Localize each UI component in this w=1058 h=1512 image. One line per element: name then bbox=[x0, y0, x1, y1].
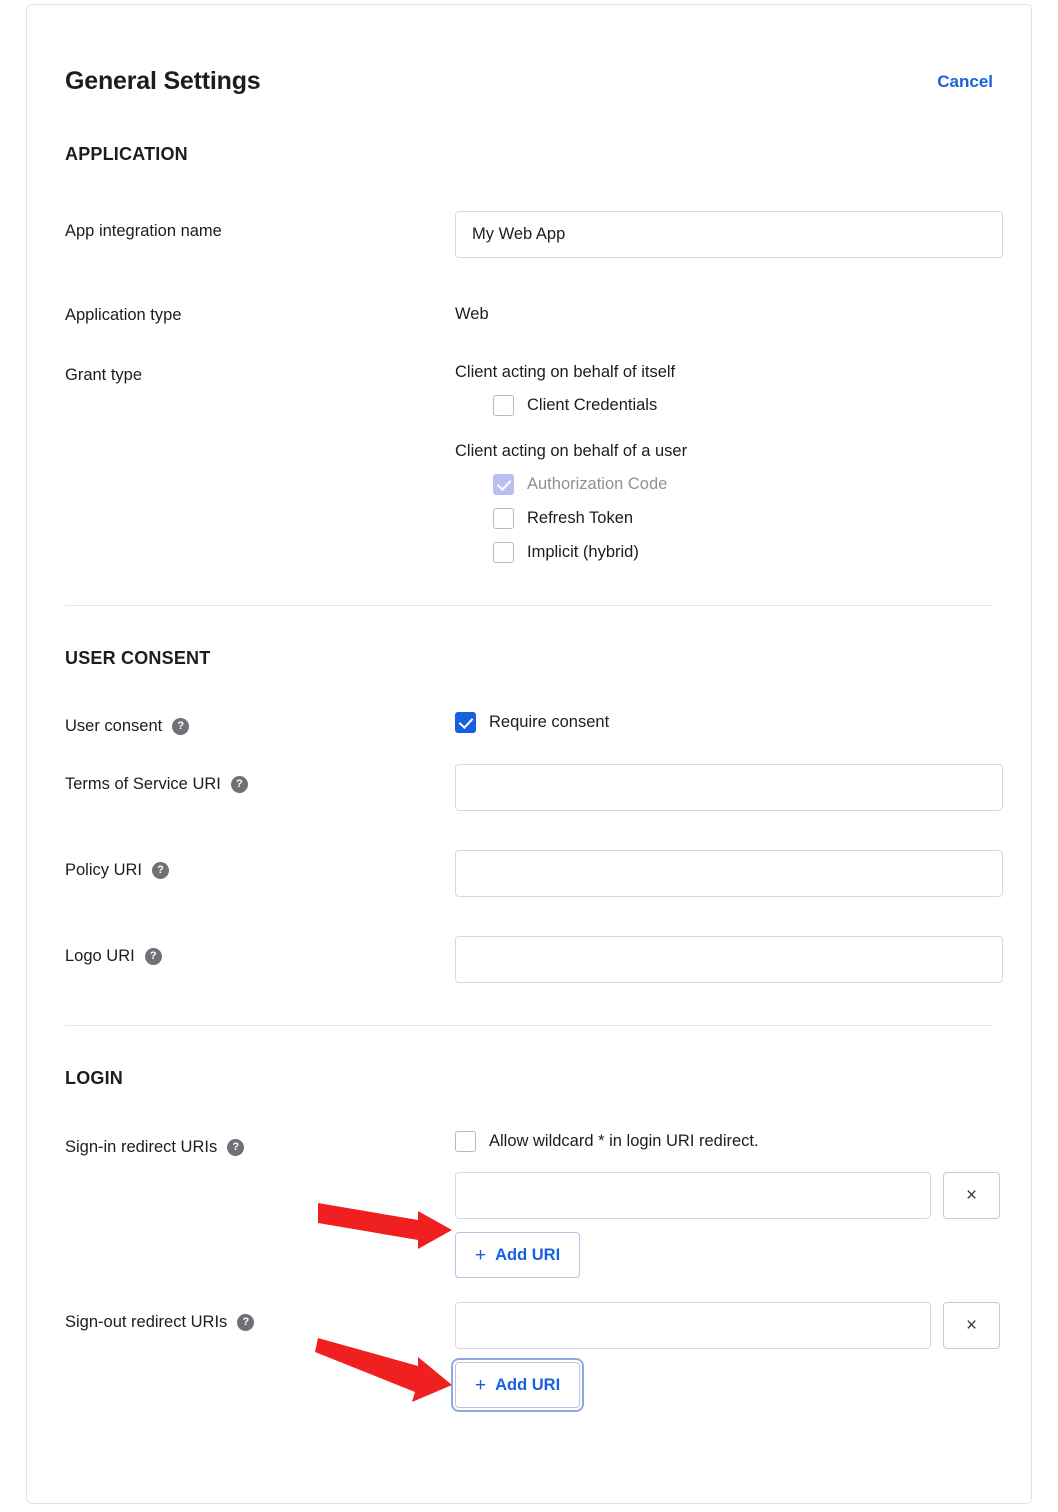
plus-icon: + bbox=[475, 1244, 487, 1266]
settings-card bbox=[26, 4, 1032, 1504]
policy-uri-input[interactable] bbox=[455, 850, 1003, 897]
close-icon[interactable]: × bbox=[943, 1172, 1000, 1219]
divider-user-consent bbox=[65, 1025, 993, 1026]
signin-uri-row bbox=[455, 1172, 1000, 1219]
signout-redirect-uri-input[interactable] bbox=[455, 1302, 931, 1349]
row-policy-uri bbox=[65, 850, 993, 897]
section-title-application: APPLICATION bbox=[65, 144, 188, 164]
signin-redirect-uris-label-text: Sign-in redirect URIs bbox=[65, 1138, 218, 1156]
add-signin-uri-button[interactable] bbox=[455, 1232, 580, 1278]
client-credentials-label: Client Credentials bbox=[527, 396, 658, 414]
signin-redirect-uris-label bbox=[65, 1127, 455, 1157]
refresh-token-label: Refresh Token bbox=[527, 509, 634, 527]
implicit-hybrid-label: Implicit (hybrid) bbox=[527, 543, 639, 561]
grant-group-label-self: Client acting on behalf of itself bbox=[455, 363, 676, 381]
add-signout-uri-label: Add URI bbox=[495, 1375, 561, 1394]
implicit-hybrid-checkbox[interactable] bbox=[493, 542, 514, 563]
section-title-login: LOGIN bbox=[65, 1068, 123, 1088]
row-terms-of-service-uri bbox=[65, 764, 993, 811]
app-integration-name-label: App integration name bbox=[65, 222, 222, 240]
page-header bbox=[65, 5, 993, 96]
plus-icon: + bbox=[475, 1374, 487, 1396]
policy-uri-label bbox=[65, 850, 455, 880]
checkbox-row-client-credentials[interactable] bbox=[493, 395, 993, 416]
help-icon[interactable]: ? bbox=[227, 1139, 244, 1156]
checkbox-row-implicit-hybrid[interactable] bbox=[493, 542, 993, 563]
row-user-consent bbox=[65, 706, 993, 736]
application-type-label: Application type bbox=[65, 306, 182, 324]
allow-wildcard-label: Allow wildcard * in login URI redirect. bbox=[489, 1132, 759, 1150]
section-title-user-consent: USER CONSENT bbox=[65, 648, 211, 668]
app-integration-name-input[interactable] bbox=[455, 211, 1003, 258]
require-consent-checkbox[interactable] bbox=[455, 712, 476, 733]
row-signin-redirect-uris bbox=[65, 1127, 993, 1278]
grant-group-label-user: Client acting on behalf of a user bbox=[455, 442, 688, 460]
terms-of-service-uri-input[interactable] bbox=[455, 764, 1003, 811]
add-signin-uri-label: Add URI bbox=[495, 1245, 561, 1264]
row-logo-uri bbox=[65, 936, 993, 983]
terms-of-service-uri-label bbox=[65, 764, 455, 794]
checkbox-row-refresh-token[interactable] bbox=[493, 508, 993, 529]
checkbox-row-authorization-code[interactable] bbox=[493, 474, 993, 495]
signin-redirect-uri-input[interactable] bbox=[455, 1172, 931, 1219]
help-icon[interactable]: ? bbox=[172, 718, 189, 735]
row-application-type bbox=[65, 295, 993, 325]
logo-uri-label bbox=[65, 936, 455, 966]
user-consent-label-text: User consent bbox=[65, 717, 163, 735]
terms-of-service-uri-label-text: Terms of Service URI bbox=[65, 775, 221, 793]
page-title: General Settings bbox=[65, 67, 261, 95]
refresh-token-checkbox[interactable] bbox=[493, 508, 514, 529]
logo-uri-input[interactable] bbox=[455, 936, 1003, 983]
checkbox-row-require-consent[interactable] bbox=[455, 712, 993, 733]
policy-uri-label-text: Policy URI bbox=[65, 861, 143, 879]
logo-uri-label-text: Logo URI bbox=[65, 947, 135, 965]
divider-application bbox=[65, 605, 993, 606]
checkbox-row-allow-wildcard[interactable] bbox=[455, 1131, 1000, 1152]
signout-redirect-uris-label bbox=[65, 1302, 455, 1332]
application-type-value: Web bbox=[455, 305, 489, 323]
user-consent-label bbox=[65, 706, 455, 736]
help-icon[interactable]: ? bbox=[237, 1314, 254, 1331]
client-credentials-checkbox[interactable] bbox=[493, 395, 514, 416]
signout-redirect-uris-label-text: Sign-out redirect URIs bbox=[65, 1313, 228, 1331]
require-consent-label: Require consent bbox=[489, 713, 610, 731]
row-signout-redirect-uris bbox=[65, 1302, 993, 1408]
row-grant-type bbox=[65, 355, 993, 563]
grant-type-label: Grant type bbox=[65, 366, 143, 384]
cancel-button[interactable]: Cancel bbox=[937, 71, 993, 91]
help-icon[interactable]: ? bbox=[152, 862, 169, 879]
authorization-code-label: Authorization Code bbox=[527, 475, 668, 493]
authorization-code-checkbox bbox=[493, 474, 514, 495]
close-icon[interactable]: × bbox=[943, 1302, 1000, 1349]
help-icon[interactable]: ? bbox=[145, 948, 162, 965]
allow-wildcard-checkbox[interactable] bbox=[455, 1131, 476, 1152]
signout-uri-row bbox=[455, 1302, 1000, 1349]
add-signout-uri-button[interactable] bbox=[455, 1362, 580, 1408]
help-icon[interactable]: ? bbox=[231, 776, 248, 793]
row-app-integration-name bbox=[65, 211, 993, 258]
